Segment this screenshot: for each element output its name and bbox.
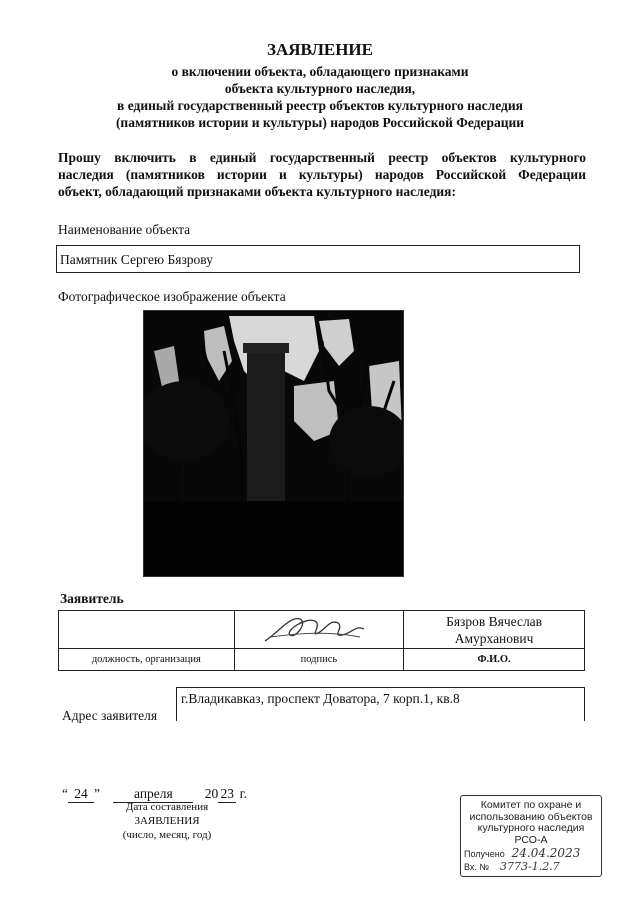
subtitle-line-2: объекта культурного наследия, [224,81,416,96]
stamp-line-3: культурного наследия [477,822,585,834]
fio-cell[interactable] [404,611,585,649]
handwritten-signature [260,611,370,647]
date-caption [92,800,242,842]
date-day[interactable]: 24 [68,786,94,803]
applicant-section-label: Заявитель [60,591,124,606]
monument-photo-image [144,311,404,577]
request-line-3: объект, обладающий признаками объекта культурного наследия: [58,184,456,199]
signature-caption: подпись [234,649,404,671]
object-name-label: Наименование объекта [58,222,191,237]
stamp-number-value: 3773-1.2.7 [499,859,560,873]
request-line-1: Прошу включить в единый государственный реестр объектов культурного [58,150,586,165]
object-name-field[interactable] [56,245,580,273]
address-value: г.Владикавказ, проспект Доватора, 7 корп.1, кв.8 [181,691,460,706]
fio-value-line-1: Бязров Вячеслав [446,613,543,629]
stamp-line-1: Комитет по охране и [480,799,582,811]
date-year-prefix: 20 [204,786,219,801]
document-title: ЗАЯВЛЕНИЕ [266,40,373,59]
fio-caption: Ф.И.О. [404,649,585,671]
position-cell[interactable] [59,611,235,649]
registration-stamp [460,795,602,877]
date-month[interactable]: апреля [113,786,193,803]
applicant-table [58,610,585,671]
request-line-2: наследия (памятников истории и культуры) народов Российской Федерации [58,167,586,182]
stamp-received-value: 24.04.2023 [511,846,581,860]
subtitle-line-4: (памятников истории и культуры) народов Российской Федерации [115,115,525,130]
signature-cell[interactable] [234,611,404,649]
stamp-number-label: Вх. № [464,861,490,872]
address-field[interactable] [176,687,585,721]
stamp-line-2: использованию объектов [469,810,593,823]
object-name-value: Памятник Сергею Бязрову [60,252,213,267]
stamp-received-label: Получено [464,849,505,859]
date-caption-line-3: (число, месяц, год) [122,829,212,841]
subtitle-line-1: о включении объекта, обладающего признаками [171,64,469,79]
date-year-unit: г. [239,786,248,801]
object-photo [143,310,404,577]
address-label: Адрес заявителя [62,708,158,723]
position-caption: должность, организация [59,649,235,671]
date-year-suffix[interactable]: 23 [218,786,236,803]
subtitle-line-3: в единый государственный реестр объектов культурного наследия [117,98,523,113]
date-open-quote: “ [62,786,68,801]
date-caption-line-2: ЗАЯВЛЕНИЯ [134,815,200,827]
date-caption-line-1: Дата составления [125,801,209,813]
stamp-line-4: РСО-А [514,833,548,846]
photo-label: Фотографическое изображение объекта [58,289,286,304]
date-close-quote: ” [94,786,100,801]
fio-value-line-2: Амурханович [454,630,534,646]
